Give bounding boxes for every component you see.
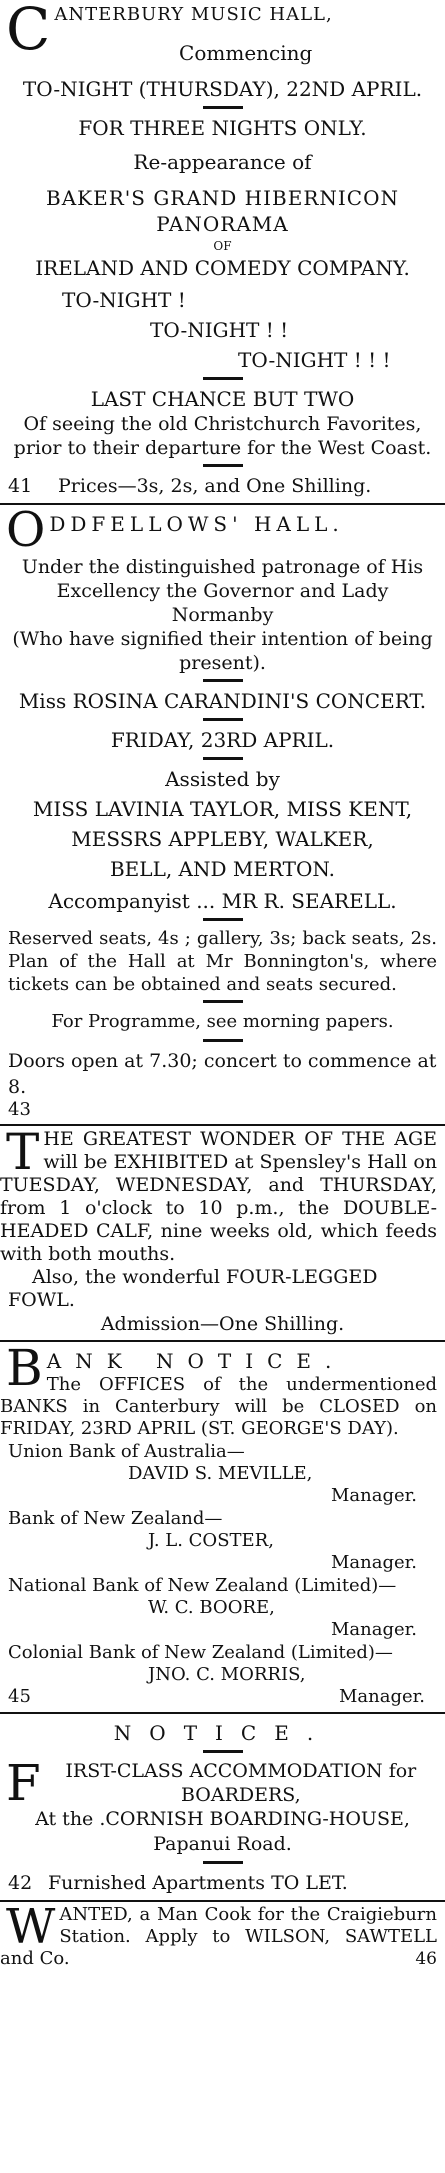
divider <box>203 918 243 921</box>
ad-number: 42 <box>8 1872 33 1894</box>
bank-notice-ad <box>0 1342 445 1708</box>
divider <box>203 377 243 380</box>
reappearance: Re-appearance of <box>133 150 312 174</box>
panorama-title: PANORAMA <box>156 212 289 236</box>
divider <box>203 679 243 682</box>
divider <box>203 1750 243 1753</box>
manager-title: Manager. <box>338 1686 425 1707</box>
concert-title: Miss ROSINA CARANDINI'S CONCERT. <box>18 689 427 713</box>
manager-title: Manager. <box>330 1619 417 1640</box>
ad-number: 41 <box>8 475 33 497</box>
divider <box>203 757 243 760</box>
divider <box>203 1861 243 1864</box>
wanted-ad <box>0 1902 445 1968</box>
notice-heading: NOTICE. <box>113 1721 332 1745</box>
bank-name: National Bank of New Zealand (Limited)— <box>8 1575 397 1596</box>
seeing-text: Of seeing the old Christchurch Favorites, <box>23 413 422 435</box>
oddfellows-hall-ad <box>0 505 445 1120</box>
drop-cap: W <box>6 1904 56 1955</box>
ad-title: ANTERBURY MUSIC HALL, <box>54 4 333 25</box>
wanted-text: ANTED, a Man Cook for the Craigieburn Station. Apply to WILSON, SAWTELL and Co. <box>0 1904 437 1969</box>
accommodation-text: IRST-CLASS ACCOMMODATION for BOARDERS, <box>65 1760 417 1806</box>
tonight-2: TO-NIGHT ! ! <box>150 318 289 342</box>
prices-text: Prices—3s, 2s, and One Shilling. <box>58 475 372 497</box>
doors-text: Doors open at 7.30; concert to commence at 8. <box>8 1050 437 1098</box>
manager-name: W. C. BOORE, <box>148 1597 275 1618</box>
accompanyist-text: Accompanyist ... MR R. SEARELL. <box>48 889 397 913</box>
canterbury-music-hall-ad <box>0 0 445 499</box>
drop-cap: C <box>6 2 51 63</box>
road-text: Papanui Road. <box>153 1833 292 1855</box>
ad-number: 43 <box>8 1099 31 1120</box>
bank-name: Union Bank of Australia— <box>8 1441 245 1462</box>
also-text: Also, the wonderful FOUR-LEGGED FOWL. <box>8 1266 378 1311</box>
manager-name: JNO. C. MORRIS, <box>148 1664 306 1685</box>
divider <box>203 1000 243 1003</box>
commencing-text: Commencing <box>179 41 313 65</box>
ad-number: 45 <box>8 1686 31 1707</box>
manager-title: Manager. <box>330 1485 417 1506</box>
ireland-title: IRELAND AND COMEDY COMPANY. <box>35 256 410 280</box>
three-nights: FOR THREE NIGHTS ONLY. <box>78 116 367 140</box>
programme-text: For Programme, see morning papers. <box>51 1011 394 1032</box>
drop-cap: B <box>6 1344 43 1397</box>
ad-title: ANK NOTICE. <box>46 1349 346 1373</box>
patronage-text: Under the distinguished patronage of His Excellency the Governor and Lady Normanby <box>21 556 424 626</box>
drop-cap: O <box>6 507 46 551</box>
boarding-notice-ad <box>0 1714 445 1896</box>
of-text: OF <box>213 239 232 253</box>
bank-name: Colonial Bank of New Zealand (Limited)— <box>8 1642 393 1663</box>
manager-name: J. L. COSTER, <box>148 1530 274 1551</box>
divider <box>203 464 243 467</box>
drop-cap: F <box>6 1759 41 1807</box>
tonight-3: TO-NIGHT ! ! ! <box>238 348 391 372</box>
furnished-text: Furnished Apartments TO LET. <box>48 1872 348 1894</box>
seats-text: Reserved seats, 4s ; gallery, 3s; back seats, 2s. Plan of the Hall at Mr Bonnington's, where tickets can be obtained and seats secured. <box>8 928 437 995</box>
assisted-text: Assisted by <box>165 767 280 791</box>
tonight-1: TO-NIGHT ! <box>62 288 186 312</box>
drop-cap: T <box>6 1128 40 1181</box>
greatest-wonder-ad <box>0 1126 445 1336</box>
boarding-house: At the .CORNISH BOARDING-HOUSE, <box>35 1808 410 1830</box>
divider <box>203 106 243 109</box>
divider <box>203 1039 243 1042</box>
offices-text: The OFFICES of the undermentioned BANKS in Canterbury will be CLOSED on FRIDAY, 23RD APRIL (ST. GEORGE'S DAY). <box>0 1374 437 1439</box>
bakers-title: BAKER'S GRAND HIBERNICON <box>46 186 399 210</box>
wonder-text: HE GREATEST WONDER OF THE AGE will be EXHIBITED at Spensley's Hall on TUESDAY, WEDNESDAY, and THURSDAY, from 1 o'clock to 10 p.m., the DOUBLE-HEADED CALF, nine weeks old, which feeds with both mouths. <box>0 1128 437 1265</box>
bank-name: Bank of New Zealand— <box>8 1508 223 1529</box>
artists-1: MISS LAVINIA TAYLOR, MISS KENT, <box>32 797 413 821</box>
admission-text: Admission—One Shilling. <box>100 1313 345 1335</box>
divider <box>203 718 243 721</box>
signified-text: (Who have signified their intention of being present). <box>12 628 433 674</box>
manager-name: DAVID S. MEVILLE, <box>128 1463 313 1484</box>
last-chance: LAST CHANCE BUT TWO <box>90 387 355 411</box>
manager-title: Manager. <box>330 1552 417 1573</box>
artists-2: MESSRS APPLEBY, WALKER, <box>71 827 374 851</box>
tonight-date: TO-NIGHT (THURSDAY), 22ND APRIL. <box>22 77 423 101</box>
ad-title: DDFELLOWS' HALL. <box>49 512 344 536</box>
friday-date: FRIDAY, 23RD APRIL. <box>110 728 335 752</box>
prior-text: prior to their departure for the West Coast. <box>13 437 432 459</box>
ad-number: 46 <box>415 1949 437 1969</box>
artists-3: BELL, AND MERTON. <box>109 857 335 881</box>
